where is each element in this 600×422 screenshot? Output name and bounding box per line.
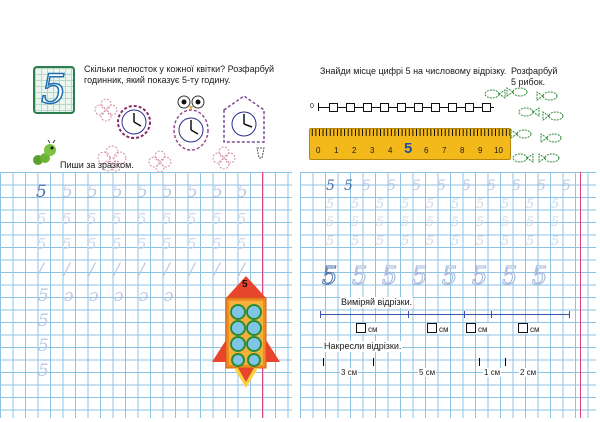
partial-digit: ɔ	[139, 286, 149, 306]
outline-digit: 5	[472, 262, 488, 290]
number-line-box[interactable]	[465, 103, 474, 112]
unit-label: см	[368, 325, 378, 334]
owl-clock-icon	[174, 96, 208, 150]
fish-icon	[511, 130, 531, 138]
trace-digit: 5	[512, 178, 521, 194]
partial-digit: ɔ	[89, 286, 99, 306]
fish-icon	[539, 154, 559, 162]
sample-digit: 5	[344, 178, 353, 194]
dotted-digit: 5	[426, 215, 435, 230]
dotted-digit: 5	[501, 234, 510, 249]
partial-digit: 5	[38, 286, 49, 306]
dotted-digit: 5	[237, 210, 247, 228]
caterpillar-icon	[30, 140, 60, 168]
number-line-box[interactable]	[448, 103, 457, 112]
number-line-box[interactable]	[380, 103, 389, 112]
task-numberline-text: Знайди місце цифрі 5 на числовому відрізку.	[320, 66, 507, 76]
task-fish-text: Розфарбуй 5 рибок.	[511, 66, 558, 87]
answer-box[interactable]	[466, 323, 476, 333]
dotted-digit: 5	[426, 197, 435, 212]
ruler-number: 1	[334, 146, 339, 155]
trace-digit: 5	[187, 182, 198, 202]
measure-answer[interactable]	[465, 323, 489, 334]
partial-digit: /	[89, 260, 95, 280]
dotted-digit: 5	[137, 235, 147, 253]
trace-digit: 5	[412, 178, 421, 194]
answer-box[interactable]	[356, 323, 366, 333]
dotted-digit: 5	[62, 235, 72, 253]
outline-digit: 5	[532, 262, 548, 290]
dotted-digit: 5	[451, 215, 460, 230]
outline-digit: 5	[412, 262, 428, 290]
dotted-digit: 5	[87, 210, 97, 228]
answer-box[interactable]	[427, 323, 437, 333]
dotted-digit: 5	[451, 234, 460, 249]
flower-icon	[149, 151, 171, 172]
dotted-digit: 5	[62, 210, 72, 228]
dotted-digit: 5	[112, 210, 122, 228]
number-line	[312, 97, 498, 117]
flower-icon	[95, 99, 117, 121]
dotted-digit: 5	[351, 197, 360, 212]
trace-digit: 5	[212, 182, 223, 202]
dotted-digit: 5	[351, 215, 360, 230]
outline-digit: 5	[352, 262, 368, 290]
partial-digit: /	[114, 260, 120, 280]
number-line-zero: 0	[310, 103, 314, 110]
dotted-digit: 5	[426, 234, 435, 249]
dotted-digit: 5	[187, 210, 197, 228]
unit-label: см	[530, 325, 540, 334]
ruler-number: 10	[494, 146, 503, 155]
dotted-digit: 5	[526, 197, 535, 212]
fish-icon	[543, 112, 563, 120]
dotted-digit: 5	[451, 197, 460, 212]
number-line-box[interactable]	[363, 103, 372, 112]
partial-digit: /	[214, 260, 220, 280]
clock-icon	[118, 106, 150, 138]
partial-digit: ɔ	[64, 286, 74, 306]
big-digit: 5	[41, 67, 67, 113]
task-measure-text: Виміряй відрізки.	[341, 297, 413, 307]
fish-icon	[507, 88, 527, 96]
draw-segment-label: 5 см	[419, 368, 436, 377]
fish-icon	[513, 154, 533, 162]
task-draw-text: Накресли відрізки.	[324, 341, 402, 351]
dotted-digit: 5	[237, 235, 247, 253]
number-line-box[interactable]	[397, 103, 406, 112]
dotted-digit: 5	[212, 210, 222, 228]
dotted-digit: 5	[401, 215, 410, 230]
big-digit-card	[33, 66, 75, 114]
outline-digit: 5	[322, 262, 338, 290]
flower-icon	[213, 147, 235, 169]
partial-digit: 5	[38, 336, 49, 356]
ruler-number-highlight: 5	[404, 140, 413, 157]
ruler-number: 8	[460, 146, 465, 155]
rocket-digit: 5	[242, 279, 248, 290]
trace-digit: 5	[237, 182, 248, 202]
fish-icon	[519, 108, 539, 116]
trace-digit: 5	[137, 182, 148, 202]
dotted-digit: 5	[376, 234, 385, 249]
trace-digit: 5	[112, 182, 123, 202]
number-line-box[interactable]	[414, 103, 423, 112]
partial-digit: /	[164, 260, 170, 280]
number-line-box[interactable]	[329, 103, 338, 112]
dotted-digit: 5	[476, 215, 485, 230]
dotted-digit: 5	[112, 235, 122, 253]
trace-digit: 5	[362, 178, 371, 194]
dotted-digit: 5	[376, 197, 385, 212]
rocket-illustration	[210, 270, 290, 390]
dotted-digit: 5	[326, 234, 335, 249]
fish-group	[480, 86, 570, 166]
dotted-digit: 5	[351, 234, 360, 249]
partial-digit: /	[38, 260, 44, 280]
ruler-number: 4	[388, 146, 393, 155]
partial-digit: 5	[38, 361, 49, 381]
trace-digit: 5	[62, 182, 73, 202]
ruler-number: 0	[316, 146, 321, 155]
partial-digit: 5	[38, 311, 49, 331]
dotted-digit: 5	[551, 215, 560, 230]
ruler-number: 6	[424, 146, 429, 155]
partial-digit: ɔ	[164, 286, 174, 306]
fish-icon	[537, 92, 557, 100]
measure-answer[interactable]	[426, 323, 450, 334]
draw-segment-label: 2 см	[520, 368, 537, 377]
measure-answer[interactable]	[355, 323, 379, 334]
trace-digit: 5	[537, 178, 546, 194]
dotted-digit: 5	[476, 197, 485, 212]
task-flowers-text: Скільки пелюсток у кожної квітки? Розфарбуй годинник, який показує 5-ту годину.	[84, 64, 275, 85]
dotted-digit: 5	[326, 215, 335, 230]
dotted-digit: 5	[162, 210, 172, 228]
unit-label: см	[439, 325, 449, 334]
unit-label: см	[478, 325, 488, 334]
answer-box[interactable]	[518, 323, 528, 333]
sample-digit: 5	[36, 182, 47, 202]
partial-digit: /	[64, 260, 70, 280]
trace-digit: 5	[562, 178, 571, 194]
dotted-digit: 5	[526, 234, 535, 249]
dotted-digit: 5	[212, 235, 222, 253]
dotted-digit: 5	[37, 210, 47, 228]
dotted-digit: 5	[162, 235, 172, 253]
partial-digit: /	[239, 260, 245, 280]
number-line-box[interactable]	[346, 103, 355, 112]
fish-icon	[485, 90, 505, 98]
dotted-digit: 5	[326, 197, 335, 212]
dotted-digit: 5	[401, 197, 410, 212]
number-line-box[interactable]	[431, 103, 440, 112]
task-write-text: Пиши за зразком.	[60, 160, 134, 170]
outline-digit: 5	[502, 262, 518, 290]
ruler-number: 7	[442, 146, 447, 155]
ruler-number: 2	[352, 146, 357, 155]
trace-digit: 5	[462, 178, 471, 194]
ruler-number: 9	[478, 146, 483, 155]
dotted-digit: 5	[551, 197, 560, 212]
dotted-digit: 5	[37, 235, 47, 253]
dotted-digit: 5	[137, 210, 147, 228]
dotted-digit: 5	[526, 215, 535, 230]
dotted-digit: 5	[376, 215, 385, 230]
sample-digit: 5	[326, 178, 335, 194]
dotted-digit: 5	[87, 235, 97, 253]
measure-answer[interactable]	[517, 323, 541, 334]
trace-digit: 5	[87, 182, 98, 202]
fish-icon	[541, 134, 561, 142]
dotted-digit: 5	[551, 234, 560, 249]
margin-line	[580, 172, 581, 418]
partial-digit: ɔ	[114, 286, 124, 306]
trace-digit: 5	[387, 178, 396, 194]
ruler-number: 3	[370, 146, 375, 155]
outline-digit: 5	[442, 262, 458, 290]
draw-segment-label: 3 см	[341, 368, 358, 377]
dotted-digit: 5	[187, 235, 197, 253]
outline-digit: 5	[382, 262, 398, 290]
trace-digit: 5	[487, 178, 496, 194]
partial-digit: /	[139, 260, 145, 280]
draw-segment-label: 1 см	[484, 368, 501, 377]
dotted-digit: 5	[501, 215, 510, 230]
partial-digit: /	[189, 260, 195, 280]
house-clock-icon	[224, 96, 264, 158]
trace-digit: 5	[162, 182, 173, 202]
trace-digit: 5	[437, 178, 446, 194]
dotted-digit: 5	[401, 234, 410, 249]
dotted-digit: 5	[501, 197, 510, 212]
dotted-digit: 5	[476, 234, 485, 249]
